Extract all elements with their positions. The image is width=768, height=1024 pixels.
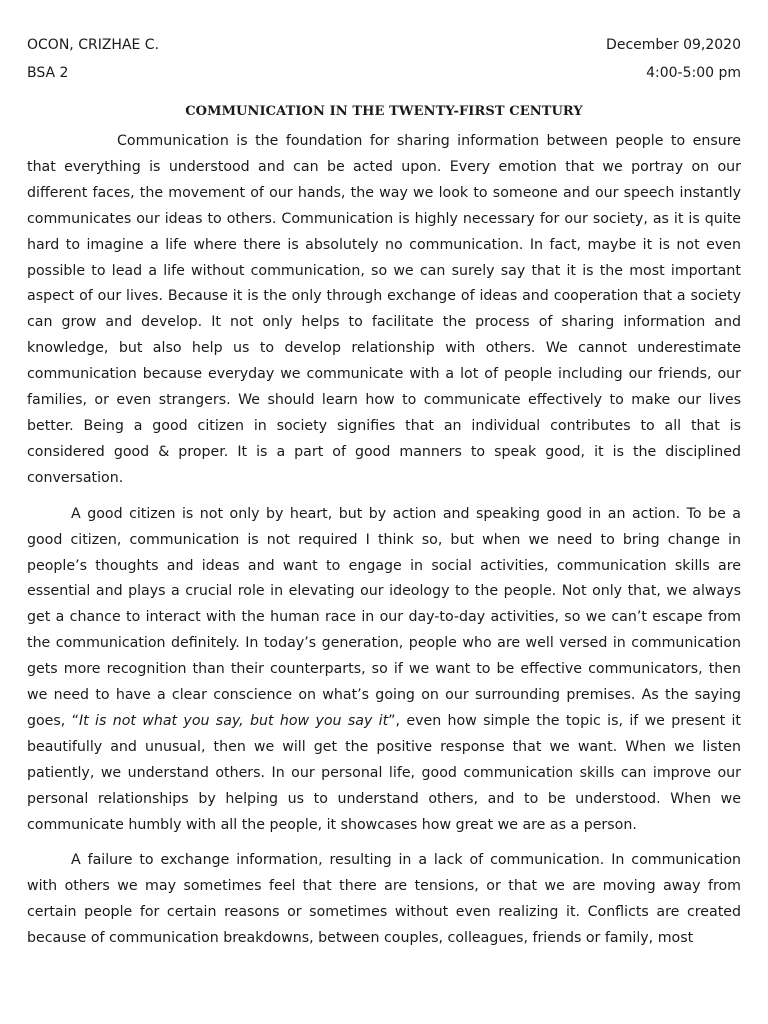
author-name: OCON, CRIZHAE C.	[27, 37, 160, 53]
time-slot: 4:00-5:00 pm	[646, 65, 741, 81]
paragraph-2-text-a: A good citizen is not only by heart, but by action and speaking good in an action. To be a good citizen, communication is not required I think so, but when we need to bring change in people’s thoughts and ideas and want to engage in social activities, communication skills are essential and plays a crucial role in elevating our ideology to the people. Not only that, we always get a chance to interact with the human race in our day-to-day activities, so we can’t escape from the communication definitely. In today’s generation, people who are well versed in communication gets more recognition than their counterparts, so if we want to be effective communicators, then we need to have a clear conscience on what’s going on our surrounding premises. As the saying goes, “	[27, 505, 741, 729]
essay-title: COMMUNICATION IN THE TWENTY-FIRST CENTURY	[185, 104, 583, 119]
header-row-2	[27, 64, 741, 82]
paragraph-2-text-b: ”, even how simple the topic is, if we present it beautifully and unusual, then we will get the positive response that we want. When we listen patiently, we understand others. In our personal life, good communication skills can improve our personal relationships by helping us to understand others, and to be understood. When we communicate humbly with all the people, it showcases how great we are as a person.	[27, 712, 741, 833]
paragraph-3: A failure to exchange information, resulting in a lack of communication. In communication with others we may sometimes feel that there are tensions, or that we are moving away from certain people for certain reasons or sometimes without even realizing it. Conflicts are created because of communication breakdowns, between couples, colleagues, friends or family, most	[27, 852, 741, 947]
course-section: BSA 2	[27, 65, 69, 81]
document-page	[27, 36, 741, 962]
header-row-1	[27, 36, 741, 54]
paragraph-2-quote: It is not what you say, but how you say it	[78, 712, 389, 729]
document-date: December 09,2020	[606, 37, 741, 53]
paragraph-1: Communication is the foundation for sharing information between people to ensure that everything is understood and can be acted upon. Every emotion that we portray on our different faces, the movement of our hands, the way we look to someone and our speech instantly communicates our ideas to others. Communication is highly necessary for our society, as it is quite hard to imagine a life where there is absolutely no communication. In fact, maybe it is not even possible to lead a life without communication, so we can surely say that it is the most important aspect of our lives. Because it is the only through exchange of ideas and cooperation that a society can grow and develop. It not only helps to facilitate the process of sharing information and knowledge, but also help us to develop relationship with others. We cannot underestimate communication because everyday we communicate with a lot of people including our friends, our families, or even strangers. We should learn how to communicate effectively to make our lives better. Being a good citizen in society signifies that an individual contributes to all that is considered good & proper. It is a part of good manners to speak good, it is the disciplined conversation.	[27, 133, 741, 486]
paragraph-2	[27, 502, 741, 839]
